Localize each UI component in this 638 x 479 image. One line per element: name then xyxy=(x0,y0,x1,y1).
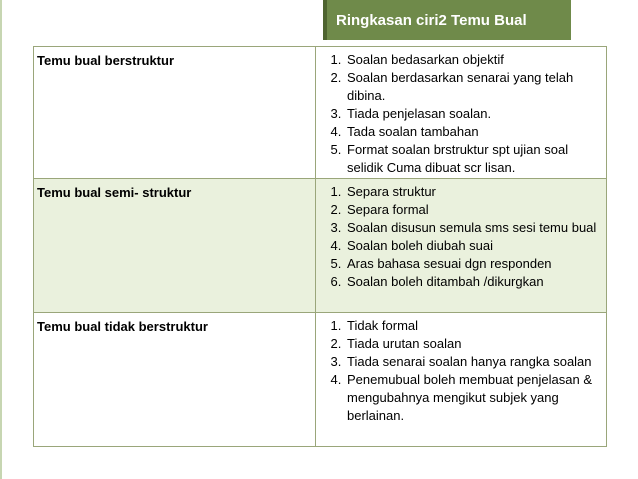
list-item: 1. Separa struktur xyxy=(345,183,600,201)
list-item: 4. Tada soalan tambahan xyxy=(345,123,600,141)
item-list xyxy=(321,51,600,177)
list-item: 1. Soalan bedasarkan objektif xyxy=(345,51,600,69)
list-item: 2. Soalan berdasarkan senarai yang telah dibina. xyxy=(345,69,600,105)
list-item: 6. Soalan boleh ditambah /dikurgkan xyxy=(345,273,600,291)
list-item: 2. Separa formal xyxy=(345,201,600,219)
row-items xyxy=(316,313,607,447)
row-items xyxy=(316,179,607,313)
summary-table xyxy=(33,46,607,447)
table-row xyxy=(34,313,607,447)
list-item: 3. Tiada penjelasan soalan. xyxy=(345,105,600,123)
list-item: 3. Tiada senarai soalan hanya rangka soalan xyxy=(345,353,600,371)
row-label: Temu bual berstruktur xyxy=(34,47,316,179)
slide-title-text: Ringkasan ciri2 Temu Bual xyxy=(336,11,527,29)
list-item: 1. Tidak formal xyxy=(345,317,600,335)
list-item: 2. Tiada urutan soalan xyxy=(345,335,600,353)
row-label: Temu bual tidak berstruktur xyxy=(34,313,316,447)
list-item: 5. Aras bahasa sesuai dgn responden xyxy=(345,255,600,273)
item-list xyxy=(321,183,600,291)
slide-title xyxy=(323,0,571,40)
item-list xyxy=(321,317,600,425)
list-item: 5. Format soalan brstruktur spt ujian soal selidik Cuma dibuat scr lisan. xyxy=(345,141,600,177)
row-label: Temu bual semi- struktur xyxy=(34,179,316,313)
list-item: 4. Soalan boleh diubah suai xyxy=(345,237,600,255)
row-items xyxy=(316,47,607,179)
table-row xyxy=(34,179,607,313)
table-row xyxy=(34,47,607,179)
list-item: 4. Penemubual boleh membuat penjelasan & mengubahnya mengikut subjek yang berlainan. xyxy=(345,371,600,425)
list-item: 3. Soalan disusun semula sms sesi temu bual xyxy=(345,219,600,237)
